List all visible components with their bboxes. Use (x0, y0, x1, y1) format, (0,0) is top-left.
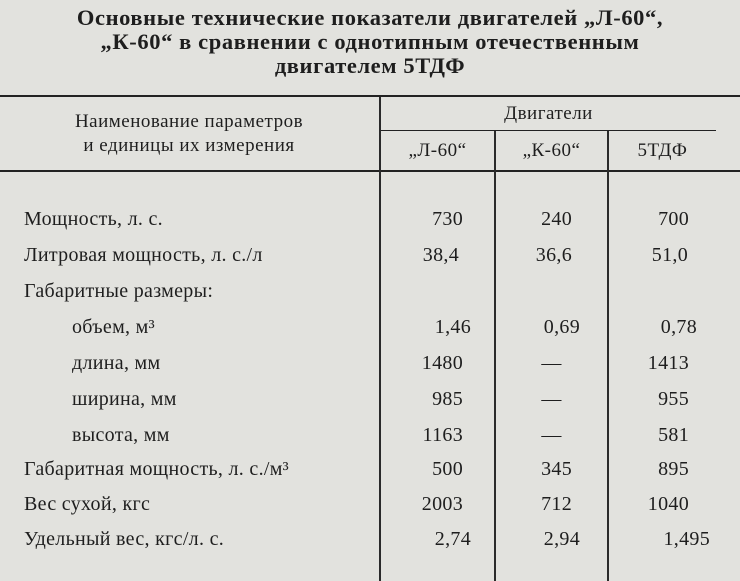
column-group-rule (380, 130, 716, 131)
row-label: длина, мм (72, 352, 161, 374)
value-5tdf: 0,78 (660, 316, 697, 338)
value-k60: 345 (541, 458, 572, 480)
row-label: ширина, мм (72, 388, 177, 410)
row-label: Мощность, л. с. (24, 208, 163, 230)
value-k60: — (541, 388, 562, 410)
value-k60: 712 (541, 493, 572, 515)
value-5tdf: 1413 (647, 352, 689, 374)
value-5tdf: 1,495 (663, 528, 710, 550)
value-5tdf: 895 (658, 458, 689, 480)
column-header-k60: „К-60“ (522, 140, 581, 161)
value-5tdf: 700 (658, 208, 689, 230)
column-header-l60: „Л-60“ (408, 140, 467, 161)
row-label: объем, м³ (72, 316, 155, 338)
value-l60: 2003 (421, 493, 463, 515)
value-k60: 0,69 (543, 316, 580, 338)
row-label: высота, мм (72, 424, 170, 446)
value-l60: 2,74 (434, 528, 471, 550)
title-line-1: Основные технические показатели двигателей „Л-60“, (76, 5, 664, 30)
value-5tdf: 955 (658, 388, 689, 410)
param-header (0, 110, 378, 158)
table-title (0, 6, 740, 78)
value-l60: 1480 (421, 352, 463, 374)
row-label: Литровая мощность, л. с./л (24, 244, 263, 266)
value-5tdf: 51,0 (651, 244, 688, 266)
header-bottom-rule (0, 170, 740, 172)
param-header-line-1: Наименование параметров (74, 111, 304, 132)
value-l60: 730 (432, 208, 463, 230)
row-label: Габаритные размеры: (24, 280, 214, 302)
value-k60: 2,94 (543, 528, 580, 550)
table-top-rule (0, 95, 740, 97)
title-line-2: „К-60“ в сравнении с однотипным отечественным (100, 29, 640, 54)
value-k60: — (541, 424, 562, 446)
value-l60: 500 (432, 458, 463, 480)
group-header: Двигатели (504, 103, 593, 124)
value-l60: 38,4 (422, 244, 459, 266)
column-header-5tdf: 5ТДФ (637, 140, 688, 161)
value-l60: 1,46 (434, 316, 471, 338)
value-5tdf: 581 (658, 424, 689, 446)
title-line-3: двигателем 5ТДФ (274, 53, 466, 78)
row-label: Удельный вес, кгс/л. с. (24, 528, 225, 550)
param-header-line-2: и единицы их измерения (83, 135, 295, 156)
value-k60: 36,6 (535, 244, 572, 266)
row-label: Вес сухой, кгс (24, 493, 151, 515)
value-k60: — (541, 352, 562, 374)
value-l60: 1163 (422, 424, 463, 446)
row-label: Габаритная мощность, л. с./м³ (24, 458, 289, 480)
value-l60: 985 (432, 388, 463, 410)
value-k60: 240 (541, 208, 572, 230)
value-5tdf: 1040 (647, 493, 689, 515)
